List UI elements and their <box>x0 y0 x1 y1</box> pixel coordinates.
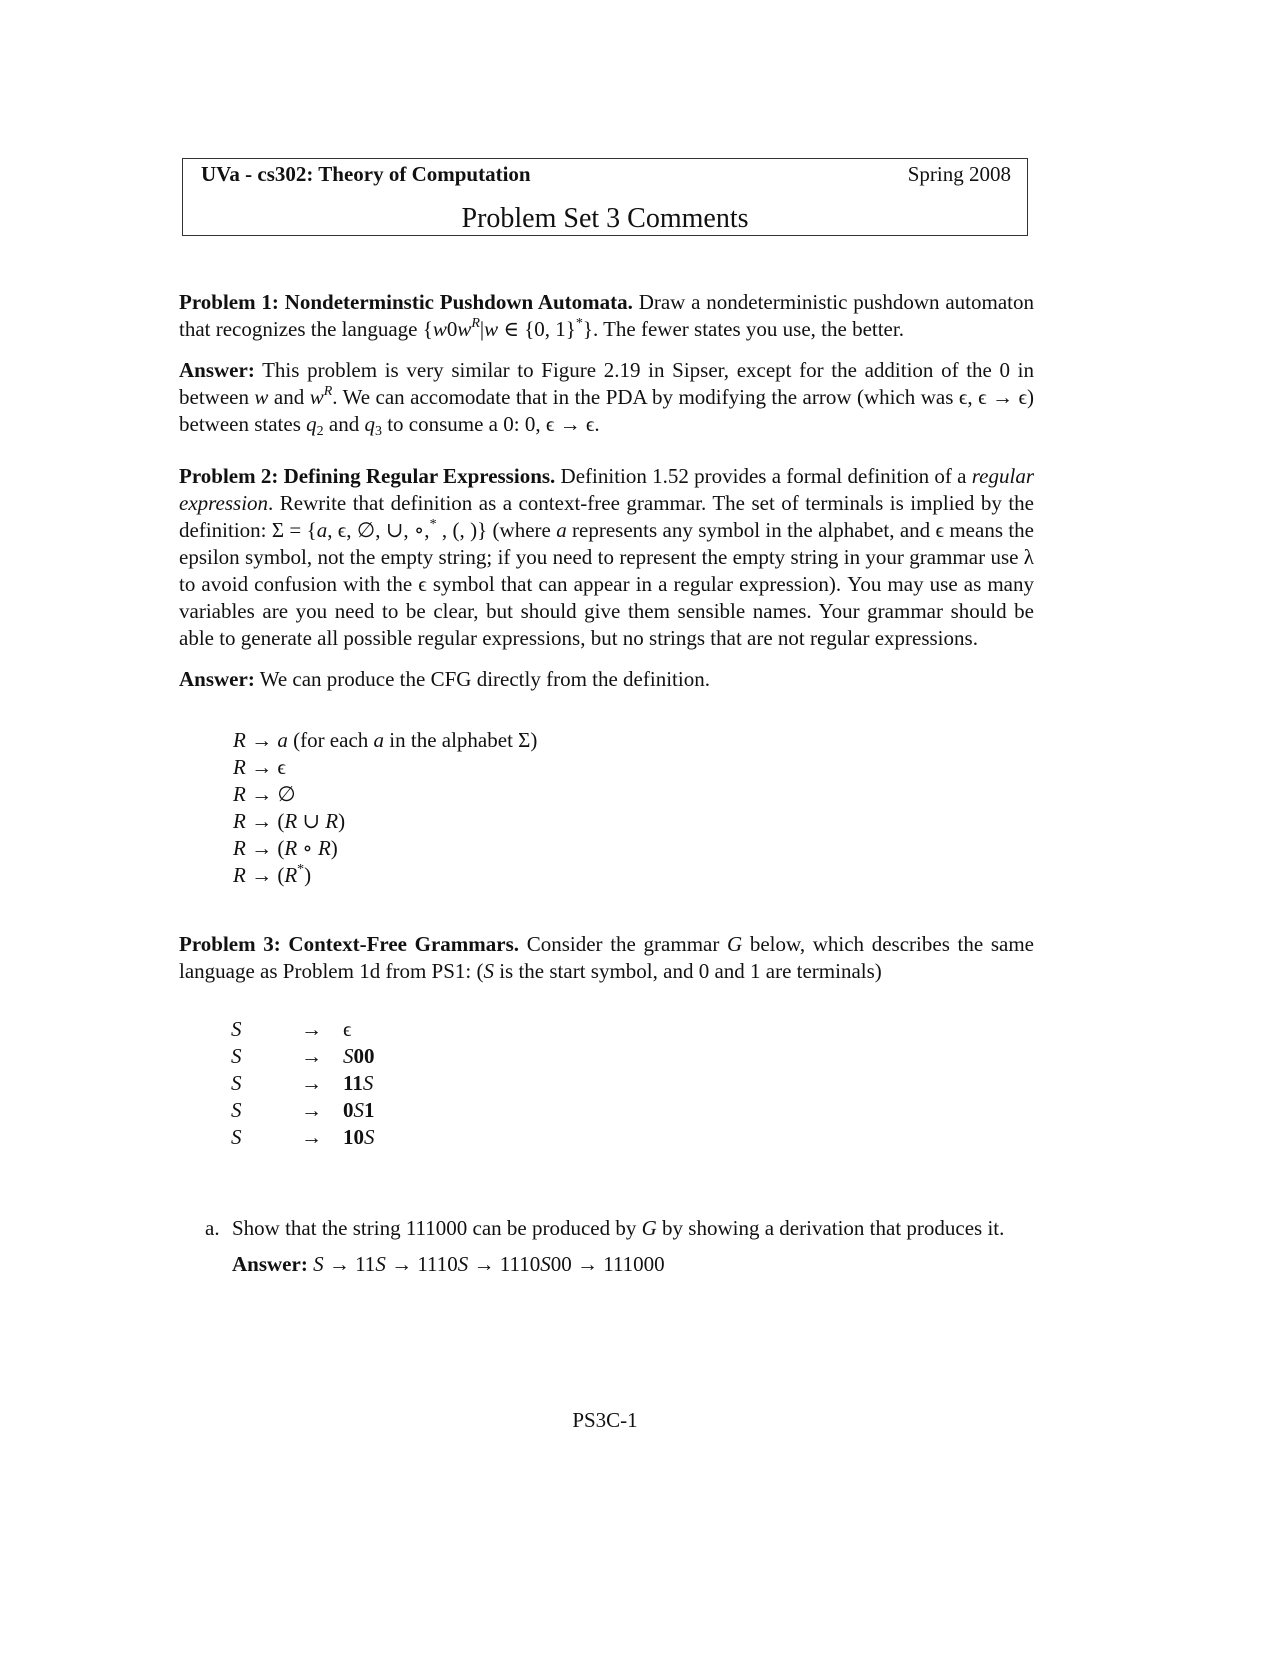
grammar-rule <box>233 781 1034 808</box>
problem3-question <box>179 931 1034 985</box>
text-segment: , ϵ, ∅, ∪, ∘, <box>327 518 430 542</box>
text-segment: → ∅ <box>245 782 296 806</box>
text-segment: ∈ {0, 1} <box>498 317 576 341</box>
text-segment: S <box>375 1252 386 1276</box>
grammar-production <box>231 1043 375 1070</box>
text-segment: * <box>575 316 583 331</box>
production-lhs: S <box>231 1125 242 1149</box>
text-segment: | <box>479 317 485 341</box>
text-segment: below, which describes the same language as Problem 1d from PS1: ( <box>179 932 1035 983</box>
text-segment: R <box>233 863 246 887</box>
text-segment: , (, )} (where <box>436 518 557 542</box>
text-segment: S <box>483 959 494 983</box>
text-segment: a <box>277 728 288 752</box>
text-segment: a <box>556 518 567 542</box>
production-arrow: → <box>301 1017 322 1041</box>
text-segment: ∘ <box>297 836 318 860</box>
text-segment: R <box>233 809 246 833</box>
text-segment: R <box>323 384 333 399</box>
production-rhs <box>343 1043 375 1070</box>
header-box <box>182 158 1028 236</box>
text-segment: w <box>484 317 499 341</box>
text-segment: R <box>317 836 331 860</box>
text-segment: → 11 <box>323 1252 376 1276</box>
text-segment: → 1110 <box>468 1252 541 1276</box>
text-segment: Problem 2: Defining Regular Expressions. <box>179 464 556 488</box>
text-segment: * <box>297 862 305 877</box>
text-segment: S <box>353 1098 364 1122</box>
text-segment: Problem 1: Nondeterminstic Pushdown Automata. <box>179 290 633 314</box>
text-segment: 1 <box>364 1098 375 1122</box>
text-segment: Draw a nondeterministic pushdown automaton that recognizes the language <box>179 290 1034 341</box>
text-segment: 11 <box>343 1071 363 1095</box>
text-segment: R <box>233 836 246 860</box>
page-number: PS3C-1 <box>572 1408 638 1432</box>
production-rhs <box>343 1070 375 1097</box>
problem2-answer <box>179 666 1034 693</box>
text-segment: 3 <box>374 424 382 439</box>
production-rhs <box>343 1097 375 1124</box>
grammar-rule <box>233 808 1034 835</box>
text-segment: Answer: <box>179 358 255 382</box>
text-segment: This problem is very similar to Figure 2.19 in Sipser, except for the addition of the 0 in between <box>179 358 1034 409</box>
text-segment: a <box>373 728 385 752</box>
text-segment: Answer: <box>179 667 255 691</box>
grammar-rule <box>233 862 1034 889</box>
part-a-answer <box>232 1251 1034 1278</box>
text-segment: ) <box>304 863 312 887</box>
text-segment: q <box>306 412 317 436</box>
text-segment: S <box>343 1044 354 1068</box>
text-segment: regular expression <box>179 464 1034 515</box>
text-segment: ϵ <box>343 1017 352 1041</box>
part-a-label: a. <box>205 1216 220 1240</box>
text-segment: R <box>284 863 298 887</box>
production-lhs: S <box>231 1098 242 1122</box>
text-segment: R <box>233 782 246 806</box>
text-segment: ) <box>330 836 338 860</box>
production-lhs: S <box>231 1017 242 1041</box>
course-title: UVa - cs302: Theory of Computation <box>201 162 531 186</box>
text-segment: and <box>323 412 365 436</box>
text-segment: S <box>540 1252 551 1276</box>
problem1-question <box>179 289 1034 343</box>
text-segment: → ϵ <box>245 755 286 779</box>
text-segment: represents any symbol in the alphabet, and ϵ means the epsilon symbol, not the empty string; if you need to represent the empty string in your grammar use λ to avoid confusion with the ϵ symbol that can appear in a regular expression). You may use as many variables are you need to be clear, but should give them sensible names. Your grammar should be able to generate all possible regular expressions, but no strings that are not regular expressions. <box>179 518 1035 650</box>
text-segment: . We can accomodate that in the PDA by modifying the arrow (which was ϵ, ϵ → ϵ) between states <box>179 385 1034 436</box>
production-rhs <box>343 1016 375 1043</box>
text-segment: S <box>364 1125 375 1149</box>
text-segment: R <box>233 728 246 752</box>
text-segment: in the alphabet Σ) <box>384 728 538 752</box>
text-segment: S <box>362 1071 374 1095</box>
grammar-production <box>231 1097 375 1124</box>
grammar-table <box>231 1016 375 1151</box>
grammar-production <box>231 1124 375 1151</box>
text-segment: → ( <box>245 863 285 887</box>
document-title: Problem Set 3 Comments <box>461 203 749 234</box>
text-segment: → ( <box>245 836 285 860</box>
grammar-production <box>231 1070 375 1097</box>
part-a <box>205 1215 1034 1278</box>
text-segment: We can produce the CFG directly from the definition. <box>254 667 710 691</box>
term: Spring 2008 <box>907 162 1011 186</box>
text-segment: 0 <box>446 317 458 341</box>
text-segment: }. The fewer states you use, the better. <box>582 317 904 341</box>
text-segment: w <box>432 317 447 341</box>
text-segment: → ( <box>245 809 285 833</box>
text-segment: to consume a 0: 0, ϵ → ϵ. <box>381 412 600 436</box>
grammar-rule <box>233 727 1034 754</box>
regex-grammar-rules <box>233 727 1034 889</box>
text-segment: S <box>457 1252 469 1276</box>
text-segment: R <box>233 755 246 779</box>
text-segment: 00 <box>353 1044 375 1068</box>
text-segment: 2 <box>316 424 324 439</box>
text-segment: 10 <box>343 1125 364 1149</box>
text-segment: by showing a derivation that produces it. <box>656 1216 1005 1240</box>
text-segment: R <box>284 809 298 833</box>
text-segment: Answer: <box>232 1252 308 1276</box>
problem1-answer <box>179 357 1034 438</box>
text-segment: G <box>641 1216 657 1240</box>
text-segment: S <box>313 1252 324 1276</box>
text-segment: R <box>325 809 339 833</box>
production-arrow: → <box>301 1071 322 1095</box>
text-segment: Problem 3: Context-Free Grammars. <box>179 932 520 956</box>
grammar-rule <box>233 754 1034 781</box>
production-arrow: → <box>301 1098 322 1122</box>
document-body <box>179 289 1034 1278</box>
text-segment: ) <box>338 809 346 833</box>
text-segment: G <box>727 932 743 956</box>
problem2-question <box>179 463 1034 652</box>
text-segment: 00 → 111000 <box>550 1252 665 1276</box>
production-lhs: S <box>231 1071 242 1095</box>
grammar-production <box>231 1016 375 1043</box>
grammar-rule <box>233 835 1034 862</box>
text-segment: Consider the grammar <box>519 932 728 956</box>
text-segment: w <box>309 385 324 409</box>
text-segment: R <box>471 316 480 331</box>
text-segment: a <box>316 518 328 542</box>
text-segment: is the start symbol, and 0 and 1 are terminals) <box>493 959 882 983</box>
text-segment: . Rewrite that definition as a context-free grammar. The set of terminals is implied by the definition: Σ = { <box>179 491 1034 542</box>
text-segment: ∪ <box>297 809 326 833</box>
production-lhs: S <box>231 1044 242 1068</box>
text-segment: { <box>422 317 433 341</box>
text-segment: → 1110 <box>385 1252 458 1276</box>
text-segment: (for each <box>287 728 374 752</box>
text-segment: Show that the string 111000 can be produced by <box>232 1216 642 1240</box>
text-segment: → <box>245 728 278 752</box>
text-segment: R <box>284 836 298 860</box>
production-arrow: → <box>301 1044 322 1068</box>
text-segment: * <box>429 517 437 532</box>
text-segment: Definition 1.52 provides a formal definition of a <box>555 464 972 488</box>
text-segment: w <box>254 385 269 409</box>
production-rhs <box>343 1124 375 1151</box>
part-a-question <box>232 1215 1034 1242</box>
text-segment: and <box>268 385 310 409</box>
production-arrow: → <box>301 1125 322 1149</box>
text-segment: 0 <box>343 1098 354 1122</box>
text-segment: q <box>364 412 375 436</box>
text-segment: w <box>457 317 472 341</box>
